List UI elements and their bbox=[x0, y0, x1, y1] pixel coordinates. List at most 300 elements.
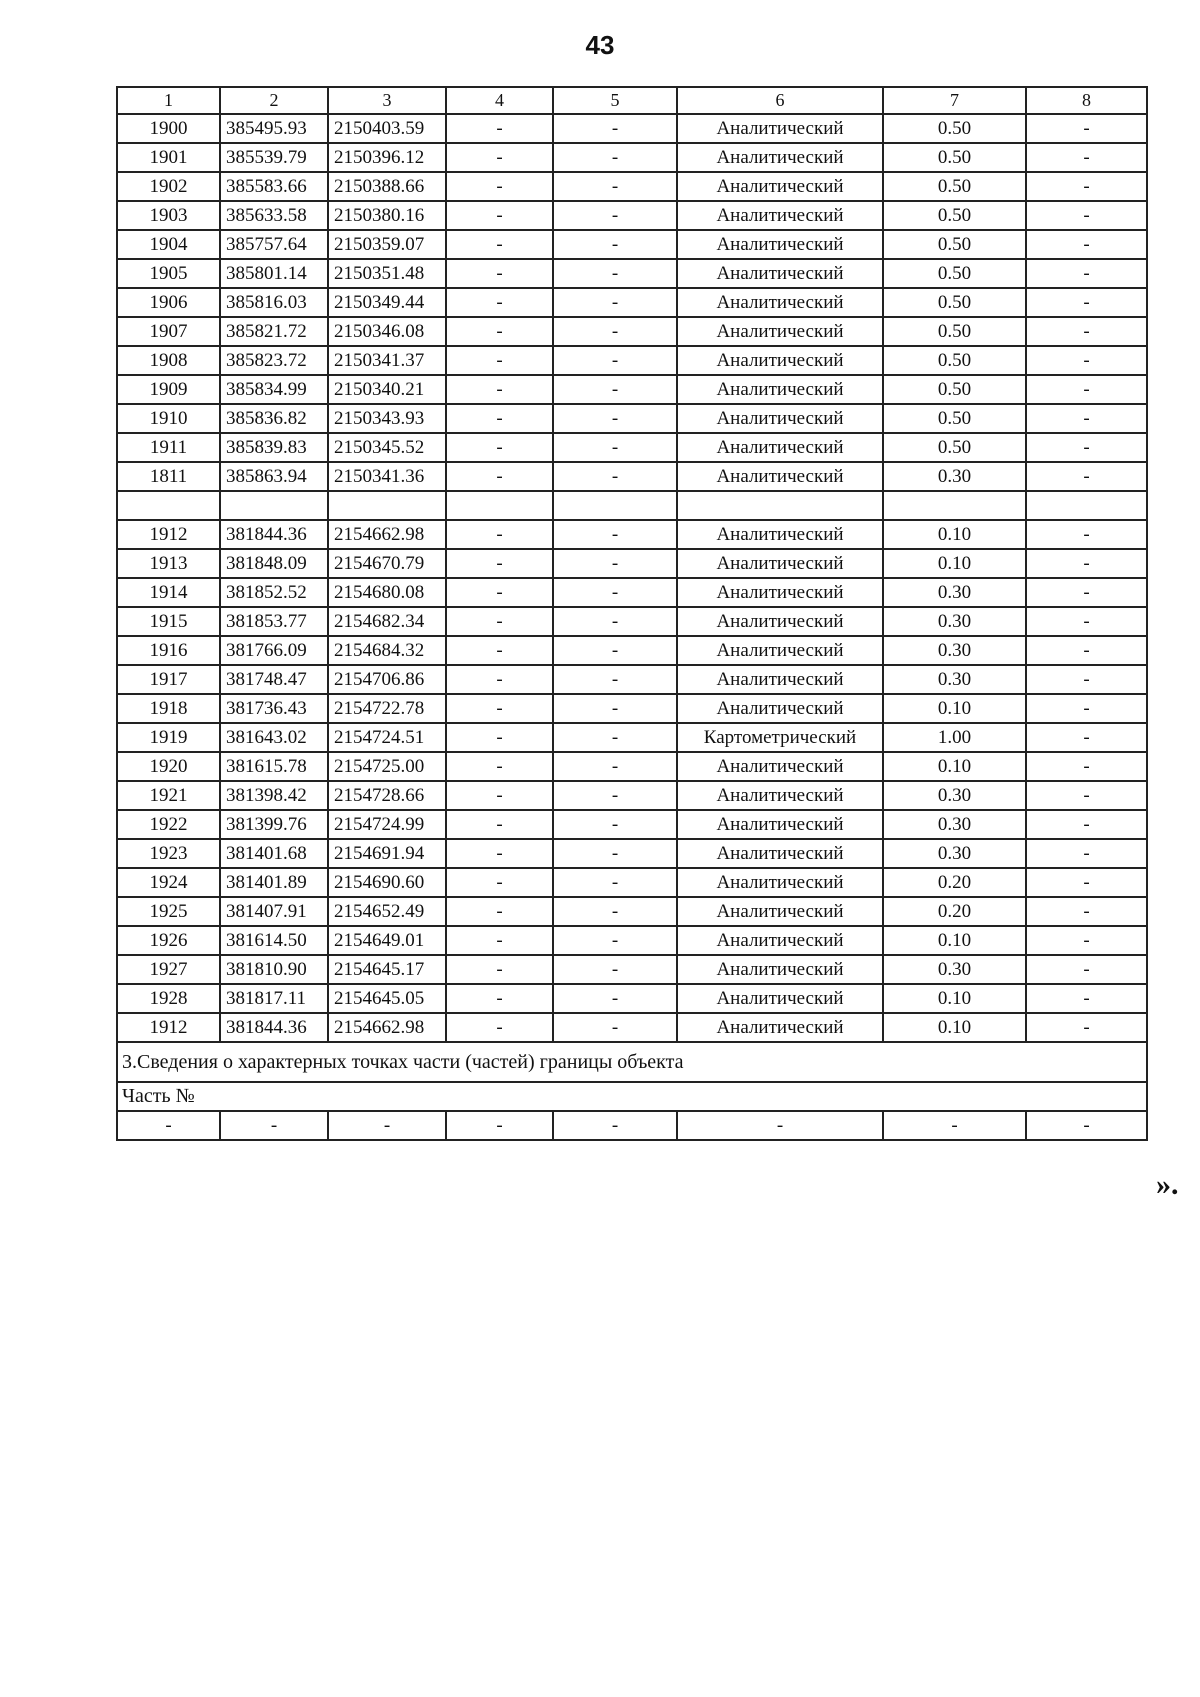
table-cell: 0.10 bbox=[883, 752, 1026, 781]
table-cell: - bbox=[553, 375, 677, 404]
table-cell: 0.50 bbox=[883, 404, 1026, 433]
table-row bbox=[117, 549, 1147, 578]
table-cell: 1905 bbox=[117, 259, 220, 288]
table-cell bbox=[117, 491, 220, 520]
table-cell: - bbox=[1026, 839, 1147, 868]
table-cell: 1919 bbox=[117, 723, 220, 752]
table-cell: - bbox=[553, 665, 677, 694]
table-body bbox=[117, 87, 1147, 1140]
table-cell: - bbox=[553, 346, 677, 375]
table-cell bbox=[883, 491, 1026, 520]
table-cell: 1923 bbox=[117, 839, 220, 868]
table-cell: Картометрический bbox=[677, 723, 883, 752]
table-cell: 2154645.17 bbox=[328, 955, 446, 984]
coordinates-table bbox=[116, 86, 1148, 1141]
table-cell: 381848.09 bbox=[220, 549, 328, 578]
table-row bbox=[117, 810, 1147, 839]
table-cell: Аналитический bbox=[677, 636, 883, 665]
table-cell: Аналитический bbox=[677, 781, 883, 810]
table-cell: - bbox=[446, 723, 553, 752]
table-cell: - bbox=[1026, 230, 1147, 259]
table-cell: - bbox=[446, 404, 553, 433]
table-cell: 381399.76 bbox=[220, 810, 328, 839]
table-cell: - bbox=[446, 259, 553, 288]
table-cell: 0.30 bbox=[883, 781, 1026, 810]
table-cell: 2154649.01 bbox=[328, 926, 446, 955]
table-cell: 1910 bbox=[117, 404, 220, 433]
table-cell: - bbox=[553, 868, 677, 897]
table-cell: Аналитический bbox=[677, 984, 883, 1013]
table-cell: - bbox=[553, 404, 677, 433]
table-row bbox=[117, 288, 1147, 317]
table-cell: Аналитический bbox=[677, 143, 883, 172]
table-cell: 381401.89 bbox=[220, 868, 328, 897]
table-cell: 1921 bbox=[117, 781, 220, 810]
table-cell: 2154725.00 bbox=[328, 752, 446, 781]
table-cell: - bbox=[1026, 520, 1147, 549]
table-cell: 0.50 bbox=[883, 201, 1026, 230]
table-cell: 0.50 bbox=[883, 288, 1026, 317]
table-cell: - bbox=[446, 868, 553, 897]
table-cell: - bbox=[446, 607, 553, 636]
table-cell: Аналитический bbox=[677, 839, 883, 868]
table-cell: 1906 bbox=[117, 288, 220, 317]
table-cell: 381614.50 bbox=[220, 926, 328, 955]
table-cell: - bbox=[446, 346, 553, 375]
table-cell: - bbox=[446, 926, 553, 955]
table-cell: 2150340.21 bbox=[328, 375, 446, 404]
table-cell: - bbox=[446, 288, 553, 317]
table-cell: 1928 bbox=[117, 984, 220, 1013]
table-cell: 381810.90 bbox=[220, 955, 328, 984]
table-cell: Аналитический bbox=[677, 375, 883, 404]
table-cell: - bbox=[328, 1111, 446, 1140]
table-cell: Аналитический bbox=[677, 288, 883, 317]
table-cell: - bbox=[446, 955, 553, 984]
table-cell: 1904 bbox=[117, 230, 220, 259]
table-row bbox=[117, 839, 1147, 868]
table-cell: - bbox=[1026, 781, 1147, 810]
table-cell: - bbox=[553, 781, 677, 810]
table-cell: Аналитический bbox=[677, 607, 883, 636]
table-cell: 381643.02 bbox=[220, 723, 328, 752]
table-cell: - bbox=[553, 694, 677, 723]
table-cell: - bbox=[1026, 114, 1147, 143]
table-cell: Аналитический bbox=[677, 317, 883, 346]
table-cell: 0.30 bbox=[883, 607, 1026, 636]
table-cell: 1911 bbox=[117, 433, 220, 462]
table-cell: Аналитический bbox=[677, 665, 883, 694]
table-cell: 2150359.07 bbox=[328, 230, 446, 259]
header-cell: 4 bbox=[446, 87, 553, 114]
table-cell: - bbox=[1026, 578, 1147, 607]
table-cell: 1926 bbox=[117, 926, 220, 955]
table-row bbox=[117, 375, 1147, 404]
table-cell: - bbox=[446, 433, 553, 462]
table-cell: 1811 bbox=[117, 462, 220, 491]
table-cell: Аналитический bbox=[677, 1013, 883, 1042]
table-cell: - bbox=[553, 462, 677, 491]
table-cell: - bbox=[1026, 636, 1147, 665]
table-cell: - bbox=[883, 1111, 1026, 1140]
table-row bbox=[117, 984, 1147, 1013]
table-cell: - bbox=[1026, 259, 1147, 288]
table-cell: 2150345.52 bbox=[328, 433, 446, 462]
table-cell: 2150346.08 bbox=[328, 317, 446, 346]
part-label: Часть № bbox=[117, 1082, 1147, 1111]
table-cell: 0.20 bbox=[883, 897, 1026, 926]
table-cell: Аналитический bbox=[677, 578, 883, 607]
table-cell: - bbox=[553, 317, 677, 346]
table-cell: - bbox=[1026, 897, 1147, 926]
table-cell: 2150341.36 bbox=[328, 462, 446, 491]
table-cell: 385816.03 bbox=[220, 288, 328, 317]
table-row bbox=[117, 433, 1147, 462]
table-cell: 1922 bbox=[117, 810, 220, 839]
table-row bbox=[117, 491, 1147, 520]
table-cell: 381736.43 bbox=[220, 694, 328, 723]
table-cell: Аналитический bbox=[677, 868, 883, 897]
table-cell: Аналитический bbox=[677, 462, 883, 491]
table-cell bbox=[446, 491, 553, 520]
table-cell: - bbox=[553, 520, 677, 549]
table-cell: - bbox=[1026, 984, 1147, 1013]
table-row bbox=[117, 694, 1147, 723]
table-cell: 385757.64 bbox=[220, 230, 328, 259]
table-cell: 0.30 bbox=[883, 462, 1026, 491]
table-cell: 2150388.66 bbox=[328, 172, 446, 201]
table-cell: 385823.72 bbox=[220, 346, 328, 375]
table-row bbox=[117, 1013, 1147, 1042]
table-cell: 381615.78 bbox=[220, 752, 328, 781]
table-cell: - bbox=[1026, 143, 1147, 172]
table-row bbox=[117, 172, 1147, 201]
table-cell: 0.10 bbox=[883, 520, 1026, 549]
table-cell: 381766.09 bbox=[220, 636, 328, 665]
table-cell: - bbox=[446, 317, 553, 346]
table-cell: - bbox=[1026, 172, 1147, 201]
table-cell: 2154680.08 bbox=[328, 578, 446, 607]
table-cell: 1901 bbox=[117, 143, 220, 172]
table-row bbox=[117, 259, 1147, 288]
table-cell: 0.10 bbox=[883, 694, 1026, 723]
table-cell: 0.30 bbox=[883, 955, 1026, 984]
table-cell: 0.50 bbox=[883, 172, 1026, 201]
table-cell: - bbox=[553, 433, 677, 462]
table-cell: - bbox=[1026, 288, 1147, 317]
table-row bbox=[117, 752, 1147, 781]
table-cell: 2154724.99 bbox=[328, 810, 446, 839]
table-row bbox=[117, 346, 1147, 375]
table-cell: - bbox=[1026, 607, 1147, 636]
table-cell: - bbox=[446, 143, 553, 172]
table-cell: 0.10 bbox=[883, 549, 1026, 578]
table-cell: 1924 bbox=[117, 868, 220, 897]
part-data-row bbox=[117, 1111, 1147, 1140]
header-cell: 8 bbox=[1026, 87, 1147, 114]
table-cell: 2154722.78 bbox=[328, 694, 446, 723]
table-cell: - bbox=[446, 781, 553, 810]
table-cell: 381844.36 bbox=[220, 1013, 328, 1042]
table-cell: 2150380.16 bbox=[328, 201, 446, 230]
table-cell: - bbox=[1026, 317, 1147, 346]
table-cell: Аналитический bbox=[677, 433, 883, 462]
header-cell: 6 bbox=[677, 87, 883, 114]
table-cell: 1908 bbox=[117, 346, 220, 375]
table-cell: 381817.11 bbox=[220, 984, 328, 1013]
table-cell: - bbox=[1026, 375, 1147, 404]
table-cell: 381407.91 bbox=[220, 897, 328, 926]
table-cell: - bbox=[220, 1111, 328, 1140]
table-cell: - bbox=[553, 201, 677, 230]
table-cell: - bbox=[1026, 955, 1147, 984]
header-cell: 3 bbox=[328, 87, 446, 114]
table-cell: 385863.94 bbox=[220, 462, 328, 491]
header-cell: 7 bbox=[883, 87, 1026, 114]
table-cell: - bbox=[1026, 810, 1147, 839]
table-cell: - bbox=[1026, 549, 1147, 578]
table-cell: - bbox=[553, 578, 677, 607]
table-cell: - bbox=[1026, 404, 1147, 433]
table-cell: 2154652.49 bbox=[328, 897, 446, 926]
table-cell: 1918 bbox=[117, 694, 220, 723]
table-cell: - bbox=[553, 984, 677, 1013]
table-cell: 385583.66 bbox=[220, 172, 328, 201]
table-cell: - bbox=[446, 578, 553, 607]
table-cell bbox=[553, 491, 677, 520]
table-cell: Аналитический bbox=[677, 201, 883, 230]
table-cell: 1912 bbox=[117, 1013, 220, 1042]
table-cell: - bbox=[446, 694, 553, 723]
table-cell: 2154682.34 bbox=[328, 607, 446, 636]
table-row bbox=[117, 897, 1147, 926]
table-cell: 385821.72 bbox=[220, 317, 328, 346]
header-cell: 1 bbox=[117, 87, 220, 114]
table-cell: 1909 bbox=[117, 375, 220, 404]
table-cell: 0.30 bbox=[883, 636, 1026, 665]
table-cell: 1903 bbox=[117, 201, 220, 230]
section-title: 3.Сведения о характерных точках части (частей) границы объекта bbox=[117, 1042, 1147, 1082]
table-row bbox=[117, 114, 1147, 143]
table-cell: 381748.47 bbox=[220, 665, 328, 694]
table-cell: 2154662.98 bbox=[328, 1013, 446, 1042]
table-cell: - bbox=[446, 665, 553, 694]
table-cell bbox=[220, 491, 328, 520]
page-number: 43 bbox=[585, 30, 615, 60]
table-cell: - bbox=[446, 230, 553, 259]
coordinates-table-container bbox=[116, 86, 1146, 1141]
table-cell: - bbox=[446, 114, 553, 143]
table-cell: 0.50 bbox=[883, 375, 1026, 404]
table-cell: - bbox=[553, 549, 677, 578]
table-cell: 385839.83 bbox=[220, 433, 328, 462]
table-cell: 0.10 bbox=[883, 1013, 1026, 1042]
table-cell: - bbox=[1026, 723, 1147, 752]
table-cell: 1913 bbox=[117, 549, 220, 578]
table-cell: 1917 bbox=[117, 665, 220, 694]
table-cell: 1925 bbox=[117, 897, 220, 926]
table-cell: 2154662.98 bbox=[328, 520, 446, 549]
table-cell: 0.30 bbox=[883, 665, 1026, 694]
table-cell: 1927 bbox=[117, 955, 220, 984]
table-cell: 2150403.59 bbox=[328, 114, 446, 143]
table-cell: - bbox=[446, 636, 553, 665]
table-cell: 385495.93 bbox=[220, 114, 328, 143]
table-row bbox=[117, 926, 1147, 955]
table-cell: - bbox=[117, 1111, 220, 1140]
table-cell: - bbox=[553, 636, 677, 665]
table-cell: - bbox=[553, 114, 677, 143]
table-cell: 0.20 bbox=[883, 868, 1026, 897]
table-cell bbox=[328, 491, 446, 520]
part-label-row bbox=[117, 1082, 1147, 1111]
table-row bbox=[117, 317, 1147, 346]
header-cell: 5 bbox=[553, 87, 677, 114]
table-cell: 381401.68 bbox=[220, 839, 328, 868]
table-cell: 385633.58 bbox=[220, 201, 328, 230]
table-cell: - bbox=[553, 172, 677, 201]
table-row bbox=[117, 607, 1147, 636]
table-cell: - bbox=[446, 810, 553, 839]
table-cell: 0.50 bbox=[883, 346, 1026, 375]
table-cell: - bbox=[1026, 665, 1147, 694]
table-cell: Аналитический bbox=[677, 955, 883, 984]
table-cell: Аналитический bbox=[677, 404, 883, 433]
table-cell: - bbox=[1026, 433, 1147, 462]
table-cell: 0.10 bbox=[883, 984, 1026, 1013]
table-cell: Аналитический bbox=[677, 230, 883, 259]
table-cell: - bbox=[553, 607, 677, 636]
table-cell: 381852.52 bbox=[220, 578, 328, 607]
table-cell: - bbox=[553, 839, 677, 868]
table-cell: - bbox=[553, 288, 677, 317]
table-cell: - bbox=[446, 1111, 553, 1140]
table-row bbox=[117, 868, 1147, 897]
table-cell: - bbox=[1026, 1111, 1147, 1140]
table-cell: Аналитический bbox=[677, 549, 883, 578]
table-cell: Аналитический bbox=[677, 926, 883, 955]
table-cell: - bbox=[1026, 926, 1147, 955]
table-cell: - bbox=[446, 984, 553, 1013]
table-cell: - bbox=[677, 1111, 883, 1140]
table-row bbox=[117, 520, 1147, 549]
table-cell: 0.30 bbox=[883, 839, 1026, 868]
table-cell: 2154724.51 bbox=[328, 723, 446, 752]
table-cell: - bbox=[1026, 1013, 1147, 1042]
table-cell: - bbox=[446, 201, 553, 230]
table-cell: 0.50 bbox=[883, 433, 1026, 462]
table-cell: 0.50 bbox=[883, 259, 1026, 288]
table-cell: 2154645.05 bbox=[328, 984, 446, 1013]
table-cell: 1900 bbox=[117, 114, 220, 143]
table-cell: 2150396.12 bbox=[328, 143, 446, 172]
table-cell: - bbox=[1026, 201, 1147, 230]
table-row bbox=[117, 955, 1147, 984]
table-cell: 381844.36 bbox=[220, 520, 328, 549]
table-cell: 1907 bbox=[117, 317, 220, 346]
table-cell: - bbox=[446, 462, 553, 491]
table-cell bbox=[1026, 491, 1147, 520]
table-cell: 0.50 bbox=[883, 143, 1026, 172]
table-row bbox=[117, 781, 1147, 810]
table-cell: 381853.77 bbox=[220, 607, 328, 636]
table-cell: 2150349.44 bbox=[328, 288, 446, 317]
table-cell: 2154670.79 bbox=[328, 549, 446, 578]
header-row bbox=[117, 87, 1147, 114]
table-cell: 2154690.60 bbox=[328, 868, 446, 897]
table-cell: - bbox=[553, 955, 677, 984]
table-cell: 0.30 bbox=[883, 810, 1026, 839]
table-row bbox=[117, 723, 1147, 752]
table-cell: - bbox=[553, 1111, 677, 1140]
closing-quote-mark: ». bbox=[1156, 1168, 1179, 1201]
table-row bbox=[117, 143, 1147, 172]
table-cell: Аналитический bbox=[677, 172, 883, 201]
table-cell: - bbox=[553, 259, 677, 288]
table-cell: 2154691.94 bbox=[328, 839, 446, 868]
table-row bbox=[117, 201, 1147, 230]
table-cell: 0.50 bbox=[883, 114, 1026, 143]
table-cell: Аналитический bbox=[677, 114, 883, 143]
table-cell: 1916 bbox=[117, 636, 220, 665]
table-cell: 1920 bbox=[117, 752, 220, 781]
table-cell: - bbox=[446, 1013, 553, 1042]
table-cell: - bbox=[446, 839, 553, 868]
table-cell: 1912 bbox=[117, 520, 220, 549]
table-row bbox=[117, 636, 1147, 665]
table-cell: - bbox=[1026, 752, 1147, 781]
table-row bbox=[117, 462, 1147, 491]
table-cell: - bbox=[553, 143, 677, 172]
table-cell: Аналитический bbox=[677, 346, 883, 375]
table-row bbox=[117, 578, 1147, 607]
table-cell: 2150351.48 bbox=[328, 259, 446, 288]
table-cell: - bbox=[553, 897, 677, 926]
table-cell: - bbox=[553, 230, 677, 259]
section-title-row bbox=[117, 1042, 1147, 1082]
table-cell: - bbox=[1026, 694, 1147, 723]
table-cell: 385539.79 bbox=[220, 143, 328, 172]
header-cell: 2 bbox=[220, 87, 328, 114]
table-cell: 2150341.37 bbox=[328, 346, 446, 375]
table-cell: Аналитический bbox=[677, 520, 883, 549]
table-row bbox=[117, 404, 1147, 433]
table-cell: 1914 bbox=[117, 578, 220, 607]
table-cell bbox=[677, 491, 883, 520]
table-cell: - bbox=[553, 723, 677, 752]
table-cell: - bbox=[1026, 346, 1147, 375]
table-cell: - bbox=[553, 810, 677, 839]
table-cell: 0.30 bbox=[883, 578, 1026, 607]
table-cell: 2154684.32 bbox=[328, 636, 446, 665]
table-cell: 0.50 bbox=[883, 230, 1026, 259]
table-cell: 385836.82 bbox=[220, 404, 328, 433]
table-cell: - bbox=[446, 520, 553, 549]
table-cell: 385834.99 bbox=[220, 375, 328, 404]
table-cell: - bbox=[1026, 462, 1147, 491]
table-row bbox=[117, 230, 1147, 259]
table-row bbox=[117, 665, 1147, 694]
table-cell: 1902 bbox=[117, 172, 220, 201]
table-cell: 2154706.86 bbox=[328, 665, 446, 694]
table-cell: - bbox=[446, 375, 553, 404]
table-cell: - bbox=[446, 897, 553, 926]
table-cell: 385801.14 bbox=[220, 259, 328, 288]
table-cell: - bbox=[553, 926, 677, 955]
table-cell: - bbox=[446, 549, 553, 578]
table-cell: Аналитический bbox=[677, 752, 883, 781]
table-cell: - bbox=[446, 752, 553, 781]
